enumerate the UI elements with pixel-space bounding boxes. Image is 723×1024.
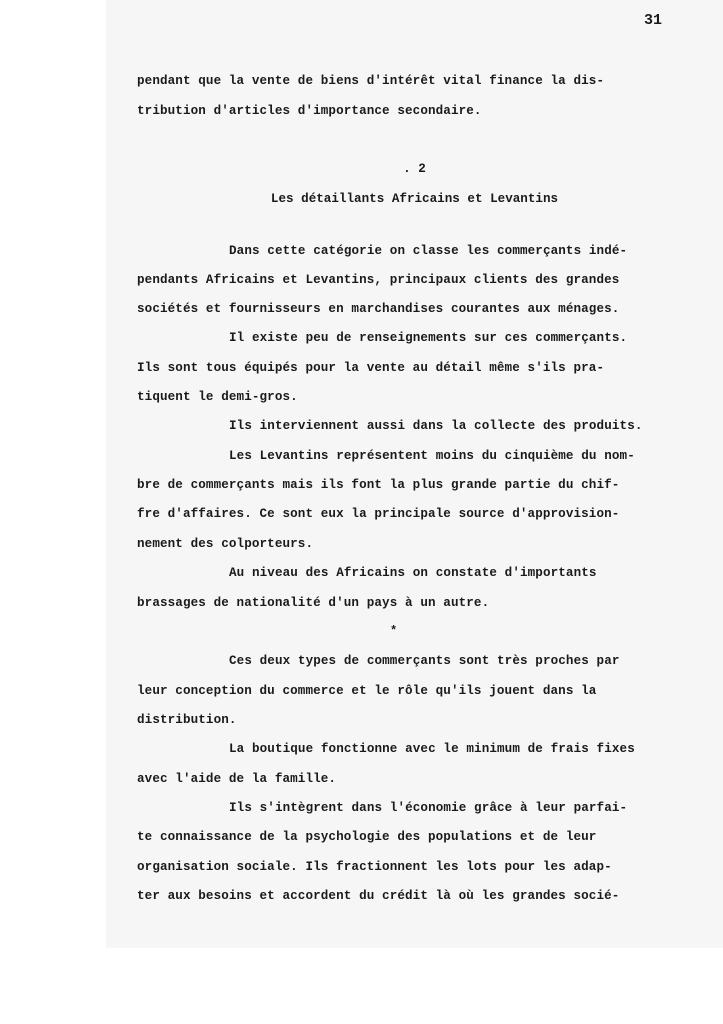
text-line: te connaissance de la psychologie des populations et de leur [137,830,597,844]
text-line: Au niveau des Africains on constate d'importants [229,566,597,580]
section-title: Les détaillants Africains et Levantins [270,192,559,206]
text-line: Ces deux types de commerçants sont très proches par [229,654,620,668]
text-line: Il existe peu de renseignements sur ces commerçants. [229,331,628,345]
text-line: brassages de nationalité d'un pays à un autre. [137,596,490,610]
text-line: organisation sociale. Ils fractionnent les lots pour les adap- [137,860,612,874]
text-line: Ils s'intègrent dans l'économie grâce à leur parfai- [229,801,628,815]
separator-mark: * [390,624,398,638]
text-line: La boutique fonctionne avec le minimum de frais fixes [229,742,635,756]
text-line: tribution d'articles d'importance secondaire. [137,104,482,118]
text-line: nement des colporteurs. [137,537,314,551]
text-line: distribution. [137,713,237,727]
text-line: leur conception du commerce et le rôle qu'ils jouent dans la [137,684,597,698]
text-line: pendant que la vente de biens d'intérêt vital finance la dis- [137,74,605,88]
page-number: 31 [644,12,663,29]
text-line: Ils interviennent aussi dans la collecte des produits. [229,419,643,433]
text-line: Ils sont tous équipés pour la vente au détail même s'ils pra- [137,361,605,375]
text-line: avec l'aide de la famille. [137,772,337,786]
text-line: ter aux besoins et accordent du crédit là où les grandes socié- [137,889,620,903]
text-line: Les Levantins représentent moins du cinquième du nom- [229,449,635,463]
section-number: . 2 [403,162,426,176]
text-line: pendants Africains et Levantins, principaux clients des grandes [137,273,620,287]
text-line: fre d'affaires. Ce sont eux la principale source d'approvision- [137,507,620,521]
text-line: Dans cette catégorie on classe les commerçants indé- [229,244,628,258]
text-line: bre de commerçants mais ils font la plus grande partie du chif- [137,478,620,492]
text-line: tiquent le demi-gros. [137,390,298,404]
text-line: sociétés et fournisseurs en marchandises courantes aux ménages. [137,302,620,316]
